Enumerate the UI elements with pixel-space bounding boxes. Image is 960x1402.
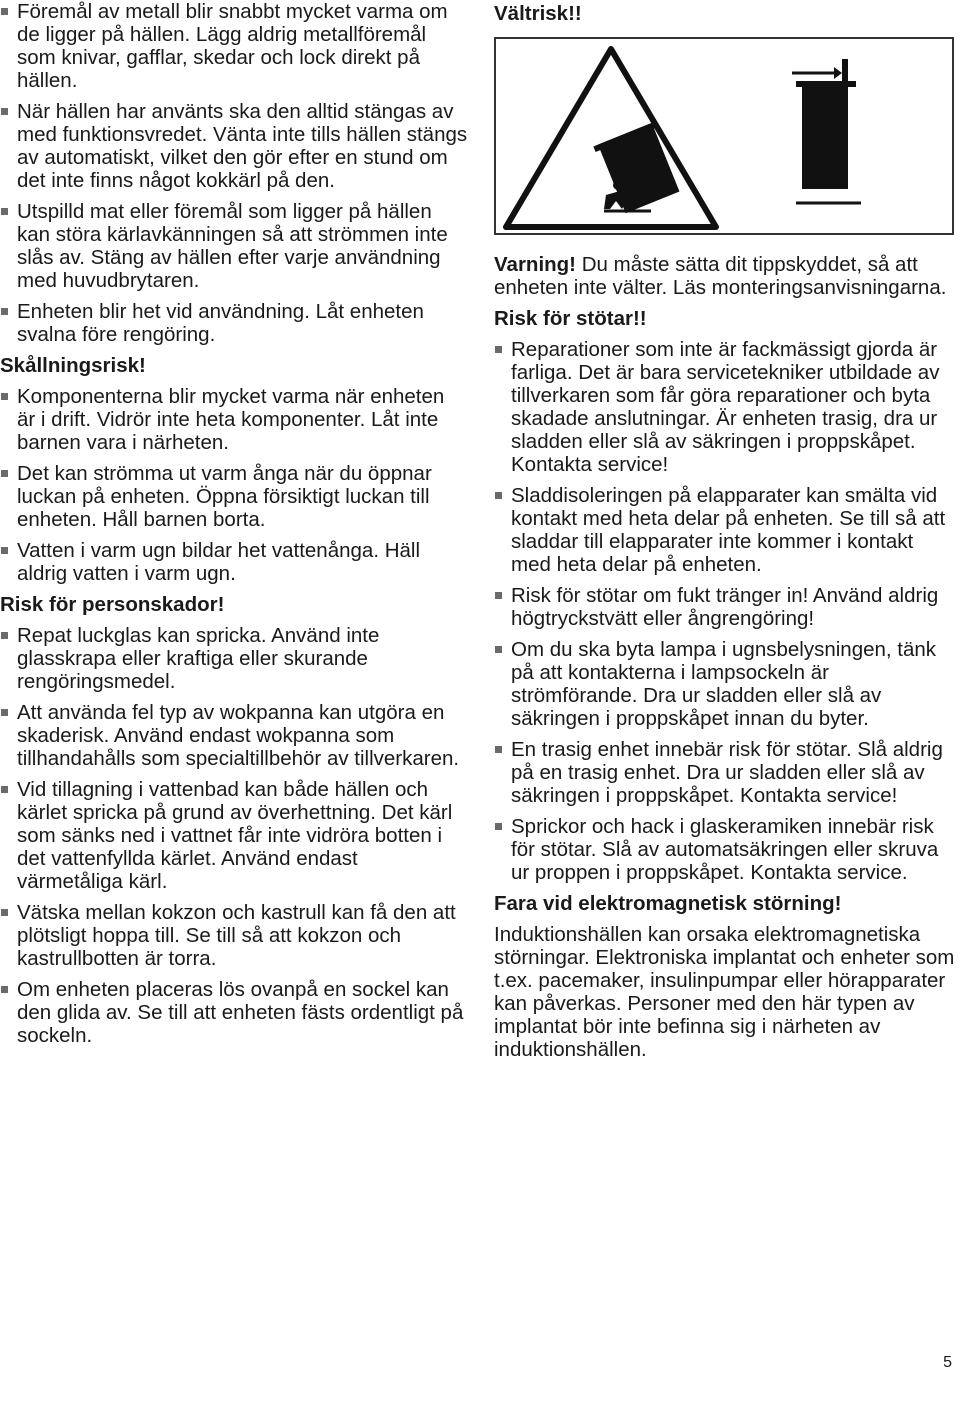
list-item bbox=[0, 385, 468, 454]
tip-over-warning-text bbox=[494, 253, 956, 299]
list-item bbox=[0, 624, 468, 693]
list-item-text: Vätska mellan kokzon och kastrull kan få den att plötsligt hoppa till. Se till så att kokzon och kastrullbotten är torra. bbox=[17, 901, 456, 970]
list-item-text: Det kan strömma ut varm ånga när du öppnar luckan på enheten. Öppna försiktigt luckan till enheten. Håll barnen borta. bbox=[17, 462, 432, 531]
bullet-icon bbox=[1, 986, 8, 993]
list-item-text: Om enheten placeras lös ovanpå en sockel kan den glida av. Se till att enheten fästs ordentligt på sockeln. bbox=[17, 978, 464, 1047]
list-item-text: En trasig enhet innebär risk för stötar. Slå aldrig på en trasig enhet. Dra ur sladden eller slå av säkringen i proppskåpet. Kontakta service! bbox=[511, 738, 943, 807]
list-item bbox=[494, 584, 956, 630]
bullet-icon bbox=[495, 746, 502, 753]
list-item-text: Att använda fel typ av wokpanna kan utgöra en skaderisk. Använd endast wokpanna som tillhandahålls som specialtillbehör av tillverkaren. bbox=[17, 701, 460, 770]
bullet-icon bbox=[495, 646, 502, 653]
bullet-icon bbox=[1, 108, 8, 115]
list-item bbox=[494, 815, 956, 884]
list-item-text: Enheten blir het vid användning. Låt enheten svalna före rengöring. bbox=[17, 300, 424, 346]
bullet-icon bbox=[1, 632, 8, 639]
list-item-text: Utspilld mat eller föremål som ligger på hällen kan störa kärlavkänningen så att strömmen inte slås av. Stäng av hällen efter varje användning med huvudbrytaren. bbox=[17, 200, 448, 292]
bullet-icon bbox=[495, 492, 502, 499]
bullet-icon bbox=[1, 786, 8, 793]
list-item-text: Sladdisoleringen på elapparater kan smälta vid kontakt med heta delar på enheten. Se till så att sladdar till elapparater inte kommer i kontakt med heta delar på enheten. bbox=[511, 484, 946, 576]
section-heading-scald: Skållningsrisk! bbox=[0, 354, 146, 377]
bullet-icon bbox=[495, 592, 502, 599]
list-item bbox=[0, 978, 468, 1047]
list-item-text: Sprickor och hack i glaskeramiken innebär risk för stötar. Slå av automatsäkringen eller skruva ur proppen i proppskåpet. Kontakta service. bbox=[511, 815, 939, 884]
list-item bbox=[0, 901, 468, 970]
list-item-text: Risk för stötar om fukt tränger in! Använd aldrig högtryckstvätt eller ångrengöring! bbox=[511, 584, 939, 630]
bullet-icon bbox=[1, 8, 8, 15]
list-item bbox=[0, 300, 468, 346]
section-heading-electromagnetic: Fara vid elektromagnetisk störning! bbox=[494, 892, 842, 915]
section-heading-tip-over: Vältrisk!! bbox=[494, 2, 582, 25]
list-item-text: När hällen har använts ska den alltid stängas av med funktionsvredet. Vänta inte tills hällen stängs av automatiskt, vilket den gör efter en stund om det inte finns något kokkärl på den. bbox=[17, 100, 468, 192]
list-item bbox=[0, 100, 468, 192]
right-column bbox=[494, 0, 956, 1061]
list-item bbox=[0, 539, 468, 585]
section-heading-electric-shock: Risk för stötar!! bbox=[494, 307, 647, 330]
bullet-icon bbox=[1, 308, 8, 315]
list-item-text: Vid tillagning i vattenbad kan både hällen och kärlet spricka på grund av överhettning. Det kärl som sänks ned i vattnet får inte vidröra botten i det vattenfyllda kärlet. Använd endast värmetåliga kärl. bbox=[17, 778, 453, 893]
page-number: 5 bbox=[943, 1354, 952, 1371]
list-item-text: Repat luckglas kan spricka. Använd inte glasskrapa eller kraftiga eller skurande rengöringsmedel. bbox=[17, 624, 380, 693]
list-item bbox=[494, 738, 956, 807]
bullet-icon bbox=[1, 393, 8, 400]
list-item bbox=[494, 484, 956, 576]
list-item-text: Reparationer som inte är fackmässigt gjorda är farliga. Det är bara servicetekniker utbildade av tillverkaren som får göra reparationer och byta skadade anslutningar. Är enheten trasig, dra ur sladden eller slå av säkringen i proppskåpet. Kontakta service! bbox=[511, 338, 940, 476]
list-item bbox=[494, 638, 956, 730]
list-item bbox=[0, 778, 468, 893]
section-heading-injury: Risk för personskador! bbox=[0, 593, 225, 616]
bullet-icon bbox=[495, 346, 502, 353]
bullet-icon bbox=[1, 547, 8, 554]
list-item bbox=[0, 701, 468, 770]
list-item bbox=[494, 338, 956, 476]
list-item-text: Komponenterna blir mycket varma när enheten är i drift. Vidrör inte heta komponenter. Låt inte barnen vara i närheten. bbox=[17, 385, 445, 454]
bullet-icon bbox=[1, 470, 8, 477]
list-item-text: Vatten i varm ugn bildar het vattenånga. Häll aldrig vatten i varm ugn. bbox=[17, 539, 421, 585]
list-item bbox=[0, 0, 468, 92]
bullet-icon bbox=[495, 823, 502, 830]
tip-over-warning-illustration bbox=[494, 37, 954, 235]
warning-label: Varning! bbox=[494, 253, 577, 276]
bullet-icon bbox=[1, 208, 8, 215]
left-column bbox=[0, 0, 468, 1055]
electromagnetic-paragraph: Induktionshällen kan orsaka elektromagnetiska störningar. Elektroniska implantat och enheter som t.ex. pacemaker, insulinpumpar eller hörapparater kan påverkas. Personer med den här typen av implantat bör inte befinna sig i närheten av induktionshällen. bbox=[494, 923, 955, 1061]
bullet-icon bbox=[1, 909, 8, 916]
list-item-text: Om du ska byta lampa i ugnsbelysningen, tänk på att kontakterna i lampsockeln är strömförande. Dra ur sladden eller slå av säkringen i proppskåpet innan du byter. bbox=[511, 638, 937, 730]
list-item-text: Föremål av metall blir snabbt mycket varma om de ligger på hällen. Lägg aldrig metallföremål som knivar, gafflar, skedar och lock direkt på hällen. bbox=[17, 0, 448, 92]
list-item bbox=[0, 462, 468, 531]
warning-body: Du måste sätta dit tippskyddet, så att enheten inte välter. Läs monteringsanvisningarna. bbox=[494, 253, 947, 299]
bullet-icon bbox=[1, 709, 8, 716]
list-item bbox=[0, 200, 468, 292]
tip-over-warning-icon bbox=[496, 39, 952, 233]
